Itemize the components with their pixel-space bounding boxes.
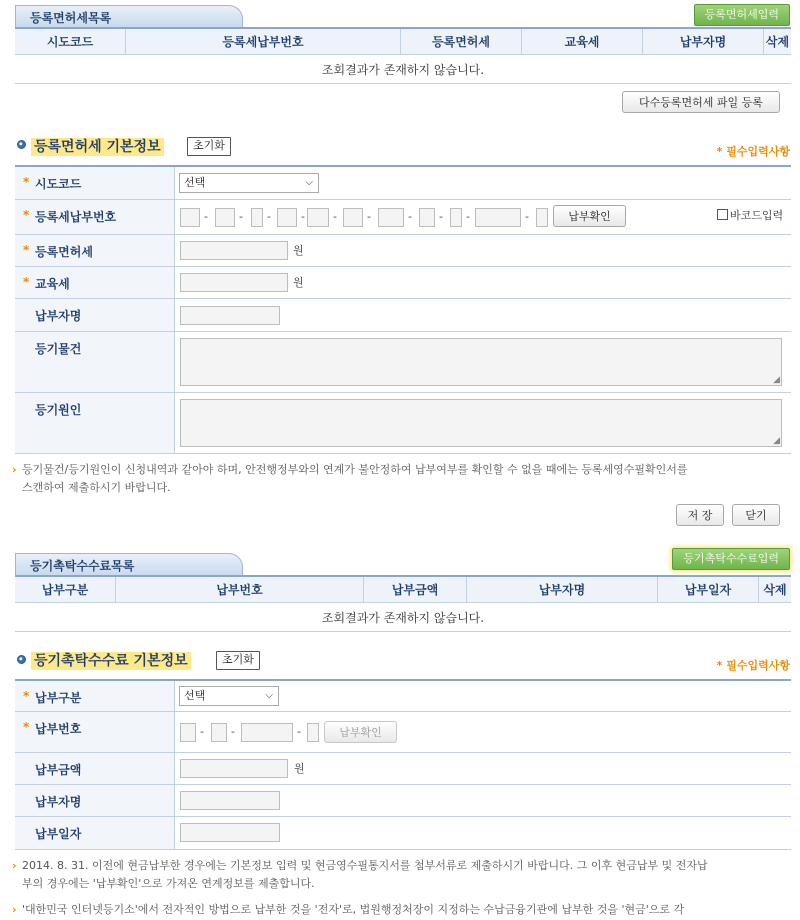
fee-list-tab: 등기촉탁수수료목록 [15, 553, 243, 575]
label-sido: * 시도코드 [15, 167, 175, 199]
label-fee-payer: 납부자명 [15, 785, 175, 816]
fee-note-2: › '대한민국 인터넷등기소'에서 전자적인 방법으로 납부한 것을 '전자'로, 법원행정처장이 지정하는 수납금융기관에 납부한 것을 '현금'으로 각 [22, 901, 684, 919]
reg-list-tab: 등록면허세목록 [15, 5, 243, 27]
payno-part-3[interactable] [251, 208, 263, 227]
fee-empty-message: 조회결과가 존재하지 않습니다. [15, 603, 791, 632]
row-date [15, 817, 791, 850]
col-fee-payer: 납부자명 [467, 577, 658, 603]
fee-confirm-button[interactable]: 납부확인 [324, 721, 397, 743]
fee-required-note: * 필수입력사항 [716, 659, 790, 672]
col-tax: 등록면허세 [401, 29, 522, 55]
required-mark: * [23, 175, 30, 189]
arrow-right-icon: › [12, 903, 17, 916]
payno-part-8[interactable] [419, 208, 435, 227]
label-amount: 납부금액 [15, 753, 175, 784]
label-type: * 납부구분 [15, 681, 175, 711]
col-edu: 교육세 [522, 29, 643, 55]
section-bullet-icon [17, 140, 26, 149]
col-sido: 시도코드 [15, 29, 126, 55]
close-button[interactable]: 닫기 [732, 504, 780, 526]
reg-empty-message: 조회결과가 존재하지 않습니다. [15, 55, 791, 84]
save-button[interactable]: 저 장 [676, 504, 724, 526]
row-tax [15, 235, 791, 267]
payer-input[interactable] [180, 306, 280, 325]
fee-input-button[interactable]: 등기촉탁수수료입력 [672, 548, 790, 570]
label-date: 납부일자 [15, 817, 175, 849]
row-item [15, 332, 791, 393]
reg-confirm-button[interactable]: 납부확인 [553, 205, 626, 227]
required-mark: * [23, 243, 30, 257]
fee-payno-part-2[interactable] [211, 723, 227, 742]
required-mark: * [23, 689, 30, 703]
payno-part-2[interactable] [215, 208, 235, 227]
payno-part-1[interactable] [180, 208, 200, 227]
payno-part-4[interactable] [277, 208, 297, 227]
fee-payer-input[interactable] [180, 791, 280, 810]
reg-input-button[interactable]: 등록면허세입력 [694, 4, 790, 26]
label-cause: 등기원인 [15, 393, 175, 453]
row-type [15, 681, 791, 712]
date-input[interactable] [180, 823, 280, 842]
bulk-upload-button[interactable]: 다수등록면허세 파일 등록 [622, 91, 780, 113]
col-delete: 삭제 [764, 29, 792, 55]
payno-part-9[interactable] [450, 208, 462, 227]
required-mark: * [23, 275, 30, 289]
col-fee-delete: 삭제 [759, 577, 792, 603]
row-fee-payno: * 납부번호 - - - 납부확인 [15, 712, 791, 753]
arrow-right-icon: › [12, 859, 17, 872]
required-mark: * [23, 720, 30, 734]
payno-part-11[interactable] [536, 208, 548, 227]
col-fee-payno: 납부번호 [116, 577, 364, 603]
row-amount [15, 753, 791, 785]
label-edu: * 교육세 [15, 267, 175, 298]
barcode-label: 바코드입력 [730, 209, 784, 222]
payno-part-10[interactable] [475, 208, 521, 227]
reg-form-title: 등록면허세 기본정보 [31, 136, 164, 156]
arrow-right-icon: › [12, 463, 17, 476]
fee-payno-part-3[interactable] [241, 723, 293, 742]
item-textarea[interactable]: ◢ [180, 338, 782, 386]
row-fee-payer [15, 785, 791, 817]
row-payer [15, 299, 791, 332]
section-bullet-icon [17, 655, 26, 664]
edu-unit: 원 [293, 276, 304, 289]
chevron-down-icon: ⌵ [265, 690, 273, 701]
col-date: 납부일자 [658, 577, 759, 603]
col-payno: 등록세납부번호 [126, 29, 401, 55]
row-cause [15, 393, 791, 454]
row-sido [15, 167, 791, 200]
fee-note-1: › 2014. 8. 31. 이전에 현금납부한 경우에는 기본정보 입력 및 현금영수필통지서를 첨부서류로 제출하시기 바랍니다. 그 이후 현금납부 및 전자납 부의 경우에는 '납부확인'으로 가져온 연계정보를 제출합니다. [12, 859, 708, 890]
row-payno: * 등록세납부번호 - - - - - - - - - - 납부확인 바코드입력 [15, 200, 791, 235]
reg-list-table [15, 29, 791, 84]
col-payer: 납부자명 [643, 29, 764, 55]
label-payno: * 등록세납부번호 [15, 200, 175, 234]
payno-part-6[interactable] [343, 208, 363, 227]
row-edu [15, 267, 791, 299]
cause-textarea[interactable]: ◢ [180, 399, 782, 447]
type-select[interactable]: 선택 ⌵ [179, 686, 279, 706]
chevron-down-icon: ⌵ [305, 177, 313, 188]
reg-reset-button[interactable]: 초기화 [187, 137, 231, 156]
amount-unit: 원 [294, 762, 305, 775]
sido-select[interactable]: 선택 ⌵ [179, 173, 319, 193]
col-amount: 납부금액 [364, 577, 467, 603]
label-fee-payno: * 납부번호 [15, 712, 175, 752]
label-item: 등기물건 [15, 332, 175, 392]
payno-part-7[interactable] [378, 208, 404, 227]
fee-list-table [15, 577, 791, 632]
edu-input[interactable] [180, 273, 288, 292]
required-mark: * [23, 208, 30, 222]
tax-input[interactable] [180, 241, 288, 260]
fee-form-title: 등기촉탁수수료 기본정보 [31, 650, 191, 670]
fee-payno-part-4[interactable] [307, 723, 319, 742]
label-tax: * 등록면허세 [15, 235, 175, 266]
barcode-checkbox[interactable] [717, 209, 728, 220]
reg-required-note: * 필수입력사항 [716, 145, 790, 158]
label-payer: 납부자명 [15, 299, 175, 331]
reg-note: › 등기물건/등기원인이 신청내역과 같아야 하며, 안전행정부와의 연계가 불안정하여 납부여부를 확인할 수 없을 때에는 등록세영수필확인서를 스캔하여 제출하시기 바랍니다. [12, 463, 688, 494]
payno-part-5[interactable] [307, 208, 329, 227]
fee-reset-button[interactable]: 초기화 [216, 651, 260, 670]
amount-input[interactable] [180, 759, 288, 778]
col-type: 납부구분 [15, 577, 116, 603]
tax-unit: 원 [293, 244, 304, 257]
fee-payno-part-1[interactable] [180, 723, 196, 742]
